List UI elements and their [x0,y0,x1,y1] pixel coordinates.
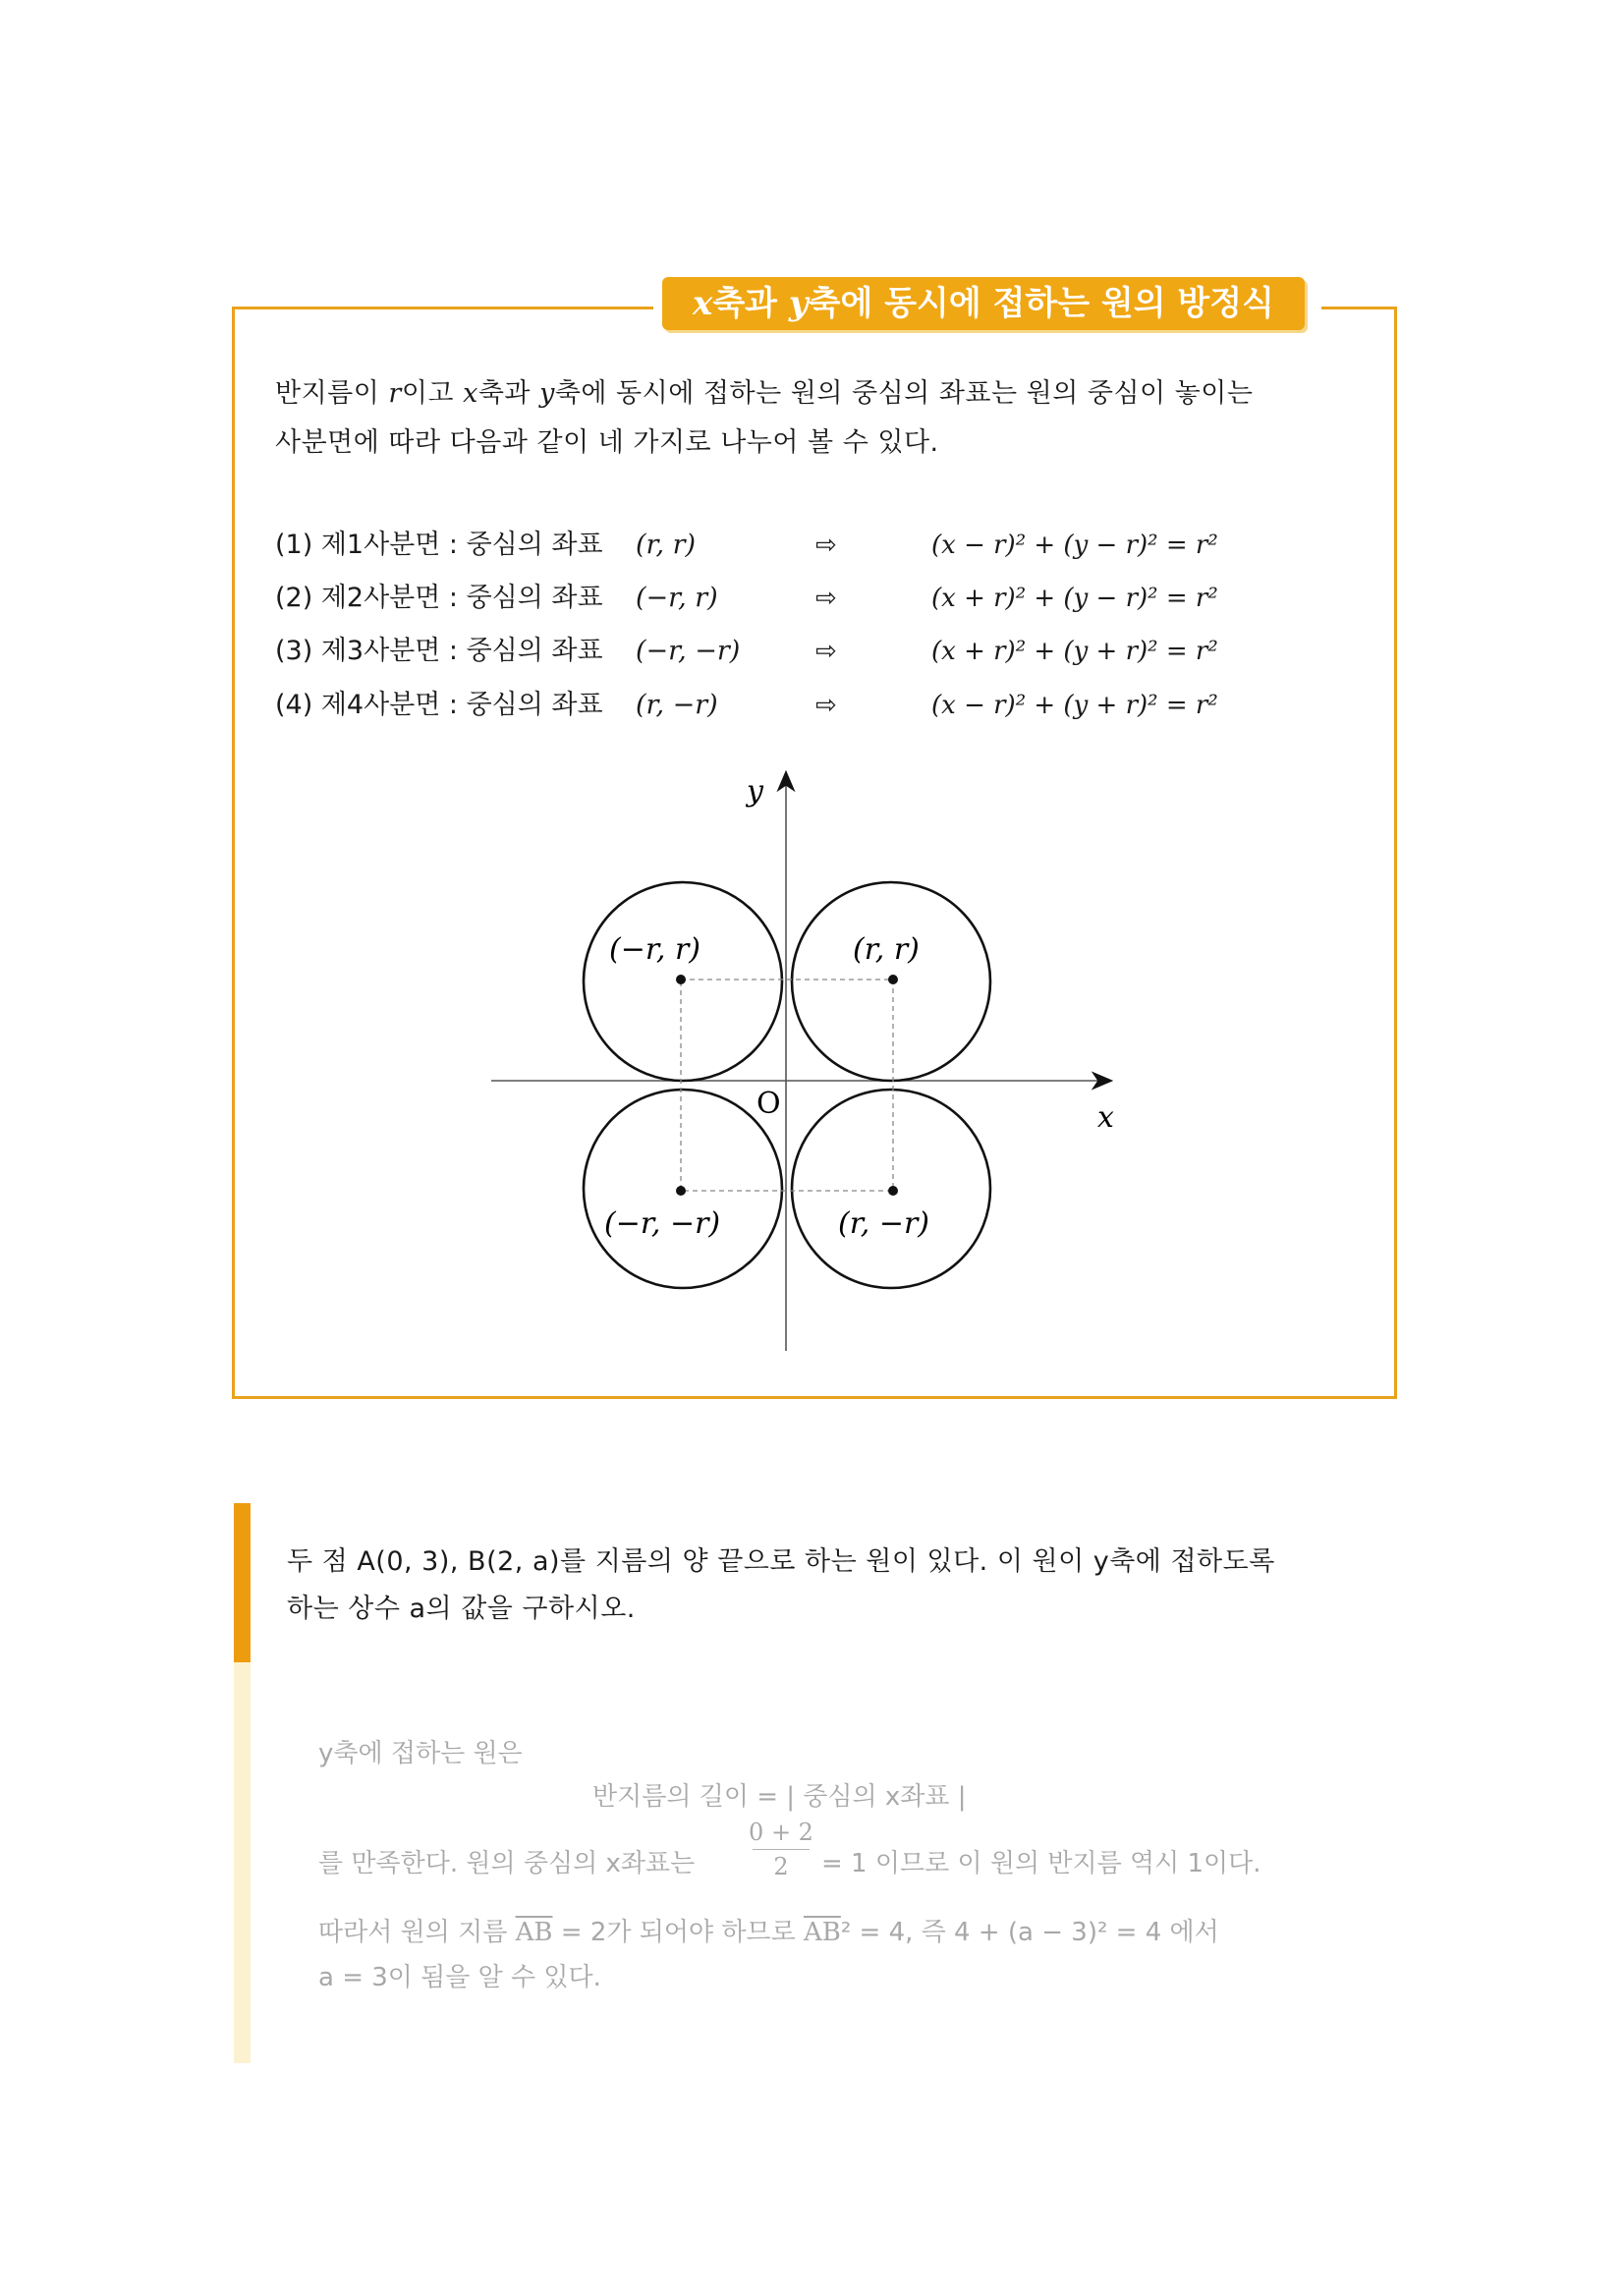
case-label: (2) 제2사분면 : 중심의 좌표 [275,583,603,613]
problem-line-2: 하는 상수 a의 값을 구하시오. [287,1594,636,1624]
case-equation: (x − r)² + (y − r)² = r² [931,531,1218,560]
case-label: (1) 제1사분면 : 중심의 좌표 [275,530,603,560]
title-x: x [693,284,713,323]
case-equation: (x + r)² + (y − r)² = r² [931,584,1218,613]
case-equation: (x − r)² + (y + r)² = r² [931,691,1218,720]
fraction-numerator: 0 + 2 [749,1819,813,1846]
case-label: (4) 제4사분면 : 중심의 좌표 [275,690,603,720]
concept-title [662,277,1305,330]
circles-diagram [472,761,1140,1361]
center-point [888,975,898,984]
case-center: (−r, −r) [636,636,741,666]
y-axis-label: y [747,774,763,809]
center-x-fraction [747,1818,815,1881]
fraction-bar [753,1849,810,1850]
origin-label: O [756,1087,781,1121]
solution-line-3b: = 1 이므로 이 원의 반지름 역시 1이다. [821,1849,1261,1878]
solution-line-2: 반지름의 길이 = | 중심의 x좌표 | [592,1782,967,1812]
solution-line-5: a = 3이 됨을 알 수 있다. [318,1963,601,1992]
x-axis-label: x [1097,1100,1114,1135]
solution-marker-bar [234,1662,251,2063]
solution-line-1: y축에 접하는 원은 [318,1739,523,1768]
point-label-q3: (−r, −r) [604,1206,721,1241]
case-row [275,632,1356,671]
center-point [888,1186,898,1196]
case-center: (r, −r) [636,690,718,720]
point-label-q2: (−r, r) [609,932,701,967]
point-label-q4: (r, −r) [838,1206,930,1241]
case-equation: (x + r)² + (y + r)² = r² [931,637,1218,666]
case-row [275,526,1356,565]
title-y: y [788,284,809,323]
case-label: (3) 제3사분면 : 중심의 좌표 [275,636,603,666]
title-part1: 축과 [712,284,789,323]
arrow-icon: ⇨ [815,637,837,666]
problem-line-1: 두 점 A(0, 3), B(2, a)를 지름의 양 끝으로 하는 원이 있다. 이 원이 y축에 접하도록 [287,1546,1275,1577]
case-row [275,579,1356,618]
case-center: (r, r) [636,530,697,560]
point-label-q1: (r, r) [853,932,920,967]
solution-line-4: 따라서 원의 지름 $\overline{AB} = 2$가 되어야 하므로 $\overline{AB}^2 = 4$, 즉 4 + (a − 3)² = 4 에서 [318,1918,1219,1947]
fraction-denominator: 2 [773,1853,789,1880]
case-center: (−r, r) [636,583,718,613]
arrow-icon: ⇨ [815,584,837,613]
center-point [676,1186,686,1196]
solution-line-3a: 를 만족한다. 원의 중심의 x좌표는 [318,1849,696,1878]
arrow-icon: ⇨ [815,691,837,720]
problem-marker-bar [234,1503,251,1662]
case-row [275,686,1356,725]
intro-line-1: 반지름이 r이고 x축과 y축에 동시에 접하는 원의 중심의 좌표는 원의 중심이 놓이는 [275,378,1254,409]
concept-title-wrap [653,277,1321,332]
problem-text [287,1539,1377,1633]
arrow-icon: ⇨ [815,531,837,560]
dashed-center-square [681,980,893,1191]
intro-paragraph [275,369,1356,468]
center-point [676,975,686,984]
title-part2: 축에 동시에 접하는 원의 방정식 [808,284,1274,323]
intro-line-2: 사분면에 따라 다음과 같이 네 가지로 나누어 볼 수 있다. [275,427,939,458]
